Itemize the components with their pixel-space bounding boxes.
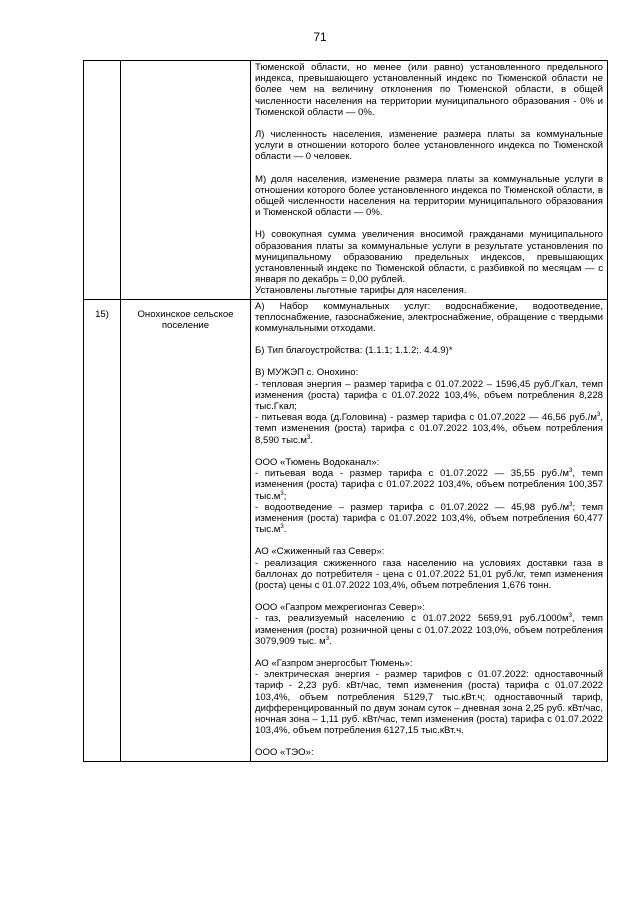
row-number-cell: 15) — [84, 299, 121, 761]
provider-title: В) МУЖЭП с. Онохино: — [255, 367, 359, 379]
table-row — [84, 299, 608, 761]
tariff-line: - газ, реализуемый населению с 01.07.2022 5659,91 $руб./1000м^3$, темп изменения (роста) розничной цены с 01.07.2022 103,0%, объем потребления 3079,909 тыс. $м^3$. — [255, 613, 604, 647]
row-number-cell — [84, 61, 121, 300]
tariff-line: - водоотведение – размер тарифа с 01.07.2022 — 45,98 $руб./м^3$; темп изменения (роста) тарифа с 01.07.2022 103,4%, объем потребления 60,477 $тыс.м^3$. — [255, 501, 603, 536]
row-name-cell — [121, 61, 251, 300]
row-text-cell — [251, 61, 608, 300]
table-row — [84, 61, 608, 300]
tariff-line: - тепловая энергия – размер тарифа с 01.07.2022 – 1596,45 руб./Гкал, темп изменения (роста) тарифа с 01.07.2022 103,4%, объем потребления 8,228 тыс.Гкал; — [255, 378, 603, 413]
settlement-name: Онохинское сельское поселение — [121, 299, 251, 761]
improvement-type: Б) Тип благоустройства: (1.1.1; 1.1.2;. 4.4.9)* — [255, 345, 453, 357]
tariff-line: - питьевая вода (д.Головина) - размер тарифа с 01.07.2022 — 46,56 $руб./м^3$, темп изменения (роста) тарифа с 01.07.2022 103,4%, объем потребления 8,590 $тыс.м^3$. — [255, 412, 603, 446]
row-text-cell — [251, 299, 608, 761]
tariff-line: - питьевая вода - размер тарифа с 01.07.2022 — 35,55 $руб./м^3$, темп изменения (роста) тарифа с 01.07.2022 103,4%, объем потребления 100,357 $тыс.м^3$; — [255, 467, 603, 502]
tariff-table — [83, 60, 608, 762]
provider-title: АО «Сжиженный газ Север»: — [255, 546, 385, 558]
services-paragraph: А) Набор коммунальных услуг: водоснабжение, водоотведение, теплоснабжение, газоснабжение, электроснабжение, обращение с твердыми коммунальными отходами. — [255, 300, 603, 335]
paragraph: М) доля населения, изменение размера платы за коммунальные услуги в отношении которого более установленного индекса по Тюменской области, в общей численности населения на территории муниципального образования и Тюменской области — 0%. — [255, 173, 603, 219]
tariff-line: - реализация сжиженного газа населению на условиях доставки газа в баллонах до потребителя - цена с 01.07.2022 51,01 руб./кг, темп изменения (роста) цены с 01.07.2022 103,4%, объем потребления 1,676 тонн. — [255, 557, 603, 591]
provider-title: ООО «Газпром межрегионгаз Север»: — [255, 602, 425, 614]
provider-title: ООО «Тюмень Водоканал»: — [255, 456, 380, 468]
paragraph: Тюменской области, но менее (или равно) установленного предельного индекса, превышающего установленный индекс по Тюменской области не более чем на величину отклонения по Тюменской области, в общей численности населения на территории муниципального образования - 0% и Тюменской области — 0%. — [255, 62, 603, 118]
paragraph: Установлены льготные тарифы для населения. — [255, 285, 467, 297]
page-number: 71 — [313, 30, 327, 44]
paragraph: Л) численность населения, изменение размера платы за коммунальные услуги в отношении которого более установленного индекса по Тюменской области — 0 человек. — [255, 129, 603, 163]
tariff-line: - электрическая энергия - размер тарифов с 01.07.2022: одноставочный тариф - 2,23 руб. кВт/час, темп изменения (роста) тарифа с 01.07.2022 103,4%, объем потребления 5129,7 тыс.кВт.ч; одноставочный тариф, дифференцированный по двум зонам суток – дневная зона 2,25 руб. кВт/час, ночная зона – 1,11 руб. кВт/час, темп изменения (роста) тарифа с 01.07.2022 103,4%, объем потребления 6127,15 тыс.кВт.ч. — [255, 669, 603, 737]
paragraph: Н) совокупная сумма увеличения вносимой гражданами муниципального образования платы за коммунальные услуги в результате установления по муниципальному образованию предельных индексов, превышающих установленный индекс по Тюменской области, с разбивкой по месяцам — с января по декабрь = 0,00 рублей. — [255, 229, 603, 286]
provider-title: ООО «ТЭО»: — [255, 747, 314, 759]
provider-title: АО «Газпром энергосбыт Тюмень»: — [255, 657, 413, 669]
